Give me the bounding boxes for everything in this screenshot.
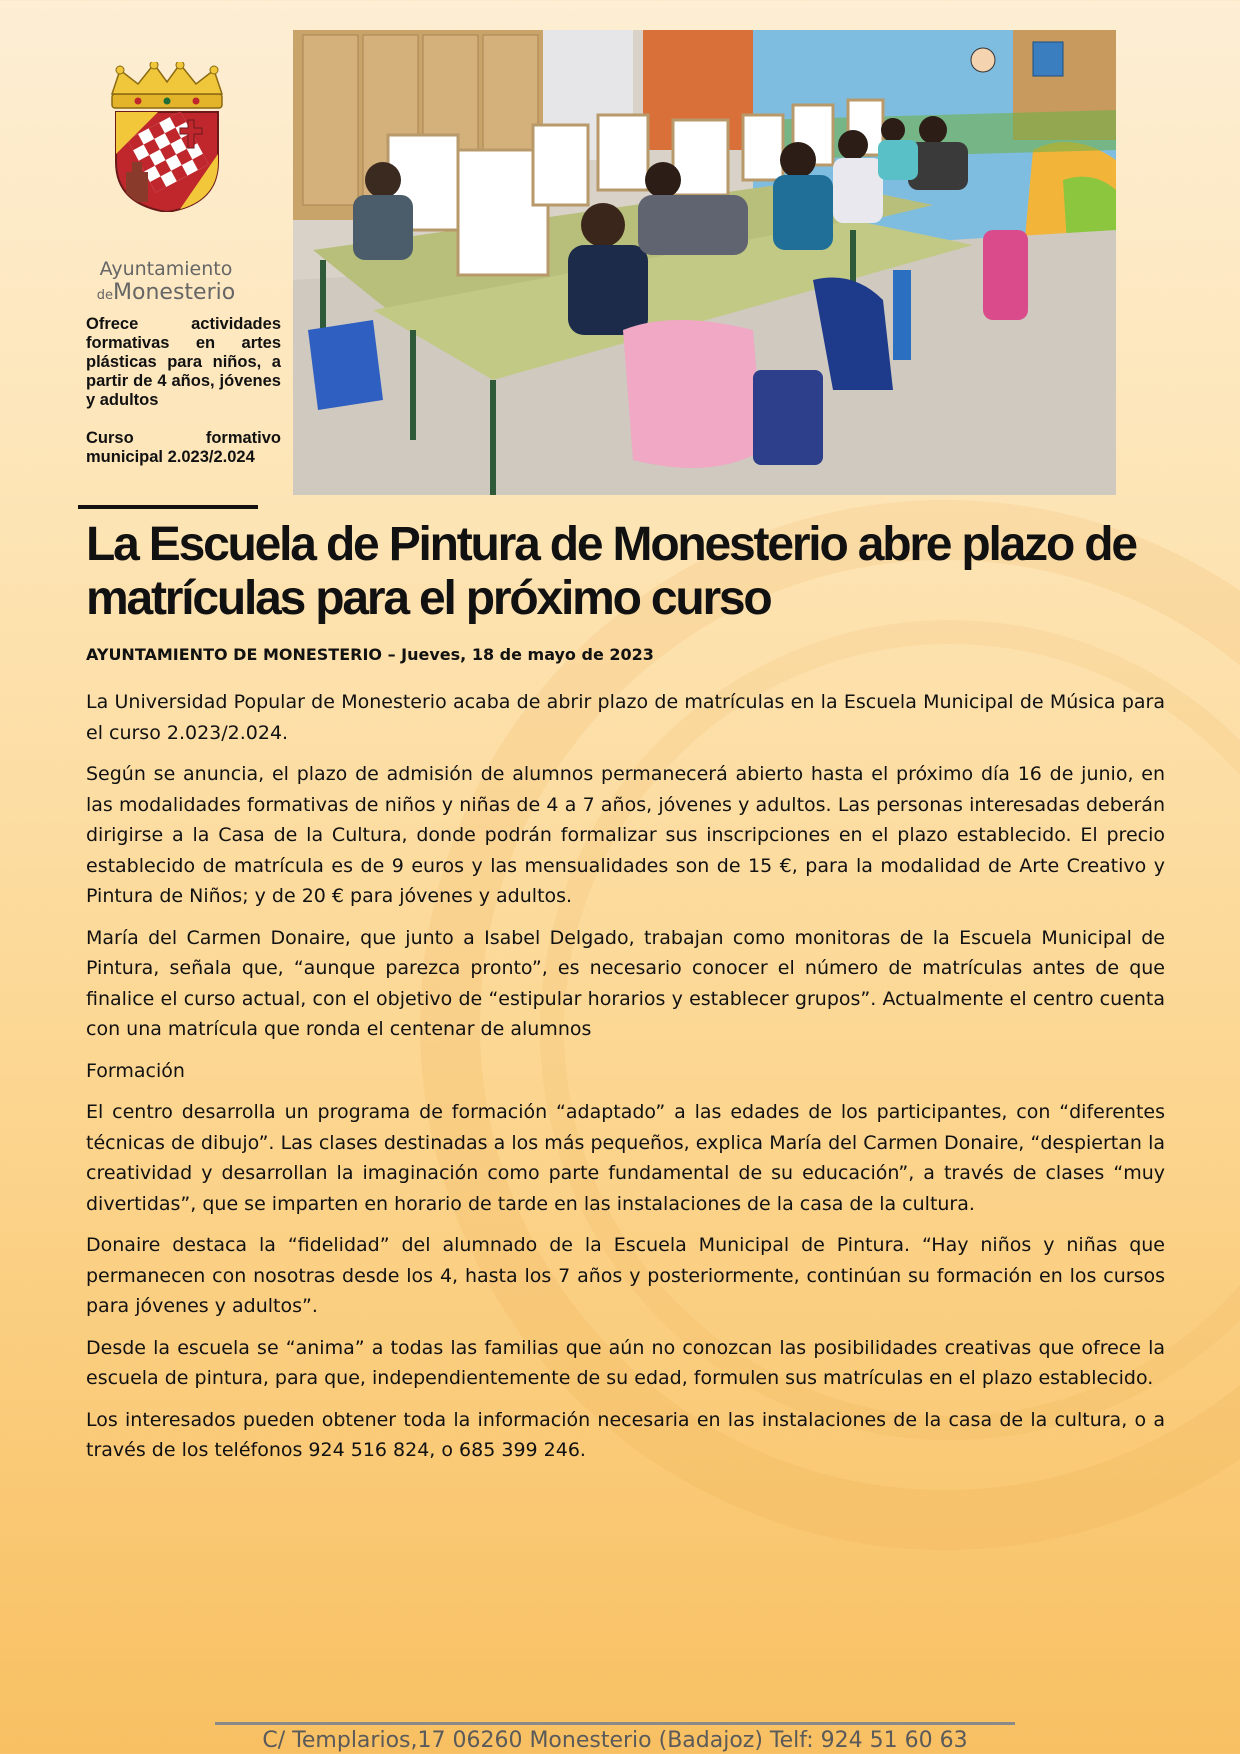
article-paragraph: María del Carmen Donaire, que junto a Isabel Delgado, trabajan como monitoras de la Escuela Municipal de Pintura, señala que, “aunque parezca pronto”, es necesario conocer el número de matrículas antes de que finalice el curso actual, con el objetivo de “estipular horarios y establecer grupos”. Actualmente el centro cuenta con una matrícula que ronda el centenar de alumnos xyxy=(86,926,1165,1040)
coat-of-arms-logo xyxy=(98,62,236,212)
side-note-activities: Ofrece actividades formativas en artes plásticas para niños, a partir de 4 años, jóvenes y adultos xyxy=(86,315,281,409)
article-paragraph: El centro desarrolla un programa de formación “adaptado” a las edades de los participantes, con “diferentes técnicas de dibujo”. Las clases destinadas a los más pequeños, explica María del Carmen Donaire, “despiertan la creatividad y desarrollan la imaginación como parte fundamental de su educación”, a través de clases “muy divertidas”, que se imparten en horario de tarde en las instalaciones de la casa de la cultura. xyxy=(86,1101,1165,1215)
classroom-photo xyxy=(293,30,1116,495)
side-note-course: Curso formativo municipal 2.023/2.024 xyxy=(86,429,281,466)
logo-text-de: de xyxy=(96,288,114,303)
article-paragraph: Donaire destaca la “fidelidad” del alumnado de la Escuela Municipal de Pintura. “Hay niños y niñas que permanecen con nosotras desde los 4, hasta los 7 años y posteriormente, continúan su formación en los cursos para jóvenes y adultos”. xyxy=(86,1234,1165,1317)
logo-text-name: Monesterio xyxy=(113,280,236,305)
article-paragraph: Los interesados pueden obtener toda la información necesaria en las instalaciones de la casa de la cultura, o a través de los teléfonos 924 516 824, o 685 399 246. xyxy=(86,1408,1165,1461)
article-subheading: Formación xyxy=(86,1059,185,1082)
article-headline: La Escuela de Pintura de Monesterio abre plazo de matrículas para el próximo curso xyxy=(86,518,1136,625)
footer-rule xyxy=(215,1722,1015,1725)
article-paragraph: La Universidad Popular de Monesterio acaba de abrir plazo de matrículas en la Escuela Municipal de Música para el curso 2.023/2.024. xyxy=(86,691,1165,744)
logo-text-monesterio xyxy=(96,280,236,305)
article-paragraph: Según se anuncia, el plazo de admisión de alumnos permanecerá abierto hasta el próximo día 16 de junio, en las modalidades formativas de niños y niñas de 4 a 7 años, jóvenes y adultos. Las personas interesadas deberán dirigirse a la Casa de la Cultura, donde podrán formalizar sus inscripciones en el plazo establecido. El precio establecido de matrícula es de 9 euros y las mensualidades son de 15 €, para la modalidad de Arte Creativo y Pintura de Niños; y de 20 € para jóvenes y adultos. xyxy=(86,763,1165,907)
article-body xyxy=(86,687,1165,1477)
article-paragraph: Desde la escuela se “anima” a todas las familias que aún no conozcan las posibilidades creativas que ofrece la escuela de pintura, para que, independientemente de su edad, formulen sus matrículas en el plazo establecido. xyxy=(86,1336,1165,1389)
logo-text-ayuntamiento: Ayuntamiento xyxy=(99,258,233,280)
article-byline: AYUNTAMIENTO DE MONESTERIO – Jueves, 18 de mayo de 2023 xyxy=(86,645,654,664)
section-rule xyxy=(78,505,258,509)
footer-address: C/ Templarios,17 06260 Monesterio (Badajoz) Telf: 924 51 60 63 xyxy=(262,1728,968,1753)
